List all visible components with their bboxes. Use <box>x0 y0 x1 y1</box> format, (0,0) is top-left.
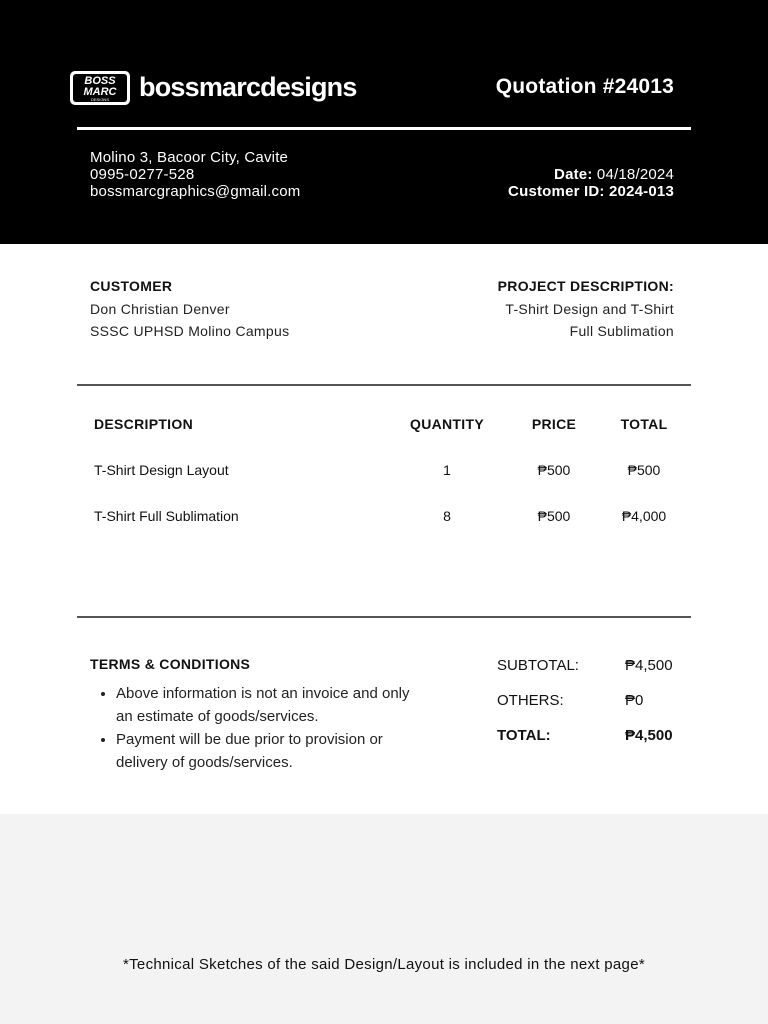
customer-label: CUSTOMER <box>90 278 173 294</box>
row-description: T-Shirt Design Layout <box>94 462 229 478</box>
row-quantity: 8 <box>443 508 451 524</box>
row-description: T-Shirt Full Sublimation <box>94 508 239 524</box>
address-line: Molino 3, Bacoor City, Cavite <box>90 149 289 166</box>
table-header-row <box>0 416 768 436</box>
logo-text-middle: MARC <box>83 86 117 98</box>
project-line-1: T-Shirt Design and T-Shirt <box>505 301 674 317</box>
row-price: ₱500 <box>537 462 571 478</box>
section-divider-bottom <box>77 616 691 618</box>
subtotal-value: ₱4,500 <box>625 657 673 674</box>
customer-id-value: 2024-013 <box>609 183 674 200</box>
date-value: 04/18/2024 <box>596 166 674 183</box>
date-label: Date: <box>554 166 593 183</box>
row-total: ₱4,000 <box>621 508 667 524</box>
section-divider-top <box>77 384 691 386</box>
logo-text-top: BOSS <box>84 75 116 87</box>
others-value: ₱0 <box>625 692 644 709</box>
terms-label: TERMS & CONDITIONS <box>90 656 251 672</box>
table-row <box>0 462 768 482</box>
customer-org: SSSC UPHSD Molino Campus <box>90 323 290 339</box>
footer-note: *Technical Sketches of the said Design/Layout is included in the next page* <box>123 956 645 973</box>
others-row <box>497 692 697 727</box>
project-label: PROJECT DESCRIPTION: <box>497 278 674 294</box>
row-quantity: 1 <box>443 462 451 478</box>
header-total: TOTAL <box>620 416 668 432</box>
terms-list <box>90 682 430 774</box>
subtotal-row <box>497 657 697 692</box>
bossmarc-logo <box>69 70 131 106</box>
email-line: bossmarcgraphics@gmail.com <box>90 183 301 200</box>
brand-name: bossmarcdesigns <box>139 72 357 102</box>
header-description: DESCRIPTION <box>94 416 193 432</box>
total-value: ₱4,500 <box>625 727 673 744</box>
phone-line: 0995-0277-528 <box>90 166 195 183</box>
logo-text-bottom: DESIGNS <box>90 97 110 102</box>
subtotal-label: SUBTOTAL: <box>497 657 579 674</box>
header-price: PRICE <box>531 416 577 432</box>
customer-block <box>90 278 289 342</box>
date-row <box>508 166 674 183</box>
project-line-2: Full Sublimation <box>569 323 674 339</box>
terms-item: • Payment will be due prior to provision or delivery of goods/services. <box>116 728 430 774</box>
others-label: OTHERS: <box>497 692 564 709</box>
customer-id-row <box>508 183 674 200</box>
header-banner <box>0 0 768 244</box>
project-block <box>414 278 674 342</box>
header-divider <box>77 127 691 130</box>
header-quantity: QUANTITY <box>410 416 484 432</box>
quotation-body <box>0 244 768 814</box>
totals-block <box>497 657 697 762</box>
table-row <box>0 508 768 528</box>
row-total: ₱500 <box>627 462 661 478</box>
company-address <box>90 149 301 200</box>
terms-block <box>90 656 430 774</box>
terms-item: • Above information is not an invoice and only an estimate of goods/services. <box>116 682 430 728</box>
total-label: TOTAL: <box>497 727 551 744</box>
quotation-meta <box>508 166 674 200</box>
quotation-title: Quotation #24013 <box>495 75 674 98</box>
row-price: ₱500 <box>537 508 571 524</box>
customer-name: Don Christian Denver <box>90 301 230 317</box>
total-row <box>497 727 697 762</box>
customer-id-label: Customer ID: <box>508 183 605 200</box>
